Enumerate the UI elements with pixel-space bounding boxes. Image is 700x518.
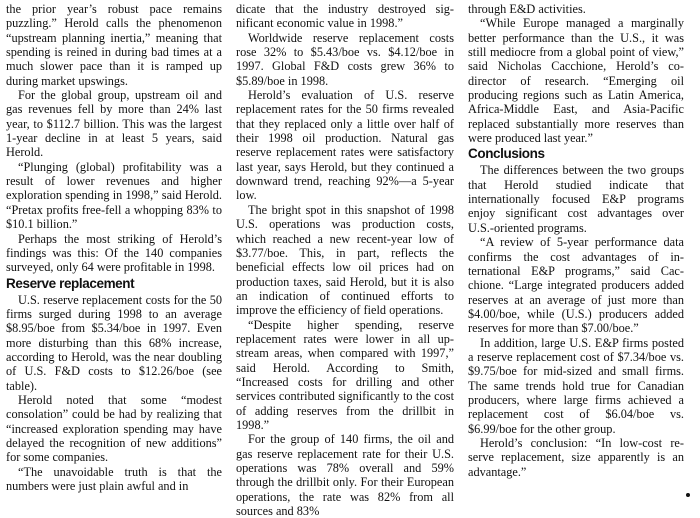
paragraph: “The unavoidable truth is that the numbers were just plain awful and in <box>6 464 222 493</box>
text-column-2 <box>236 2 454 518</box>
paragraph: For the group of 140 firms, the oil and gas reserve replacement rate for their U.S. operations was 78% overall and 59% through the drillbit only. For their European operations, the rate was 82% from all sources and 83% <box>236 432 454 518</box>
paragraph: dicate that the industry destroyed significant economic value in 1998.” <box>236 2 454 31</box>
paragraph: Perhaps the most striking of Herold’s findings was this: Of the 140 companies surveyed, only 64 were profitable in 1998. <box>6 231 222 275</box>
paragraph: “Plunging (global) profitability was a result of lower revenues and higher exploration spending in 1998,” said Herold. “Pretax profits free-fell a whopping 83% to $10.1 billion.” <box>6 159 222 232</box>
paragraph: “A review of 5-year performance data confirms the cost advantages of international E&P programs,” said Cacchione. “Large integrated producers added reserves at an average of just more than $4.00/boe, while (U.S.) producers added reserves for more than $7.00/boe.” <box>468 235 684 336</box>
paragraph: In addition, large U.S. E&P firms posted a reserve replacement cost of $7.34/boe vs. $9.75/boe for mid-sized and small firms. The same trends hold true for Canadian producers, where large firms achieved a replacement cost of $6.04/boe vs. $6.99/boe for the other group. <box>468 335 684 436</box>
paragraph: the prior year’s robust pace remains puzzling.” Herold calls the phenomenon “upstream planning inertia,” meaning that spending is reined in during bad times at a much slower pace than it is ramped up during market upswings. <box>6 2 222 88</box>
paragraph: For the global group, upstream oil and gas revenues fell by more than 24% last year, to $112.7 billion. This was the largest 1-year decline in at least 5 years, said Herold. <box>6 88 222 160</box>
paragraph: through E&D activities. <box>468 2 586 16</box>
paragraph: “While Europe managed a marginally better performance than the U.S., it was still mediocre from a global point of view,” said Nicholas Cacchione, Herold’s co-director of research. “Emerging oil producing regions such as Latin America, Africa-Middle East, and Asia-Pacific replaced substantially more reserves than were produced last year.” <box>468 16 684 146</box>
paragraph: Worldwide reserve replacement costs rose 32% to $5.43/boe vs. $4.12/boe in 1997. Global F&D costs grew 36% to $5.89/boe in 1998. <box>236 30 454 88</box>
paragraph: Herold’s evaluation of U.S. reserve replacement rates for the 50 firms revealed that they replaced only a little over half of their 1998 oil production. Natural gas reserve replacement rates were satisfactory last year, says Herold, but they continued a downward trend, reaching 92%—a 5-year low. <box>236 88 454 203</box>
paragraph: The differences between the two groups that Herold studied indicate that internationally focused E&P programs enjoy significant cost advantages over U.S.-oriented programs. <box>468 163 684 235</box>
paragraph: Herold’s conclusion: “In low-cost reserve replacement, size apparently is an advantage.” <box>468 435 684 479</box>
text-column-1 <box>6 2 222 510</box>
paragraph: The bright spot in this snapshot of 1998 U.S. operations was production costs, which reached a new recent-year low of $3.77/boe. This, in part, reflects the beneficial effects low oil prices had on production taxes, said Herold, but it is also an indication of continued efforts to improve the efficiency of field operations. <box>236 202 454 318</box>
paragraph: U.S. reserve replacement costs for the 50 firms surged during 1998 to an average $8.95/boe from $5.34/boe in 1997. Even more disturbing than this 68% increase, according to Herold, was the near doubling of U.S. F&D costs to $12.26/boe (see table). <box>6 292 222 393</box>
text-column-3 <box>468 2 684 510</box>
paragraph: Herold noted that some “modest consolation” could be had by realizing that “increased exploration spending may have delayed the recognition of new additions” for some companies. <box>6 392 222 465</box>
paragraph: “Despite higher spending, reserve replacement rates were lower in all upstream areas, when compared with 1997,” said Herold. According to Smith, “Increased costs for drilling and other services contributed significantly to the cost of adding reserves from the drillbit in 1998.” <box>236 317 454 432</box>
section-heading: Conclusions <box>468 146 545 162</box>
section-heading: Reserve replacement <box>6 275 135 291</box>
end-of-article-mark <box>686 493 690 497</box>
